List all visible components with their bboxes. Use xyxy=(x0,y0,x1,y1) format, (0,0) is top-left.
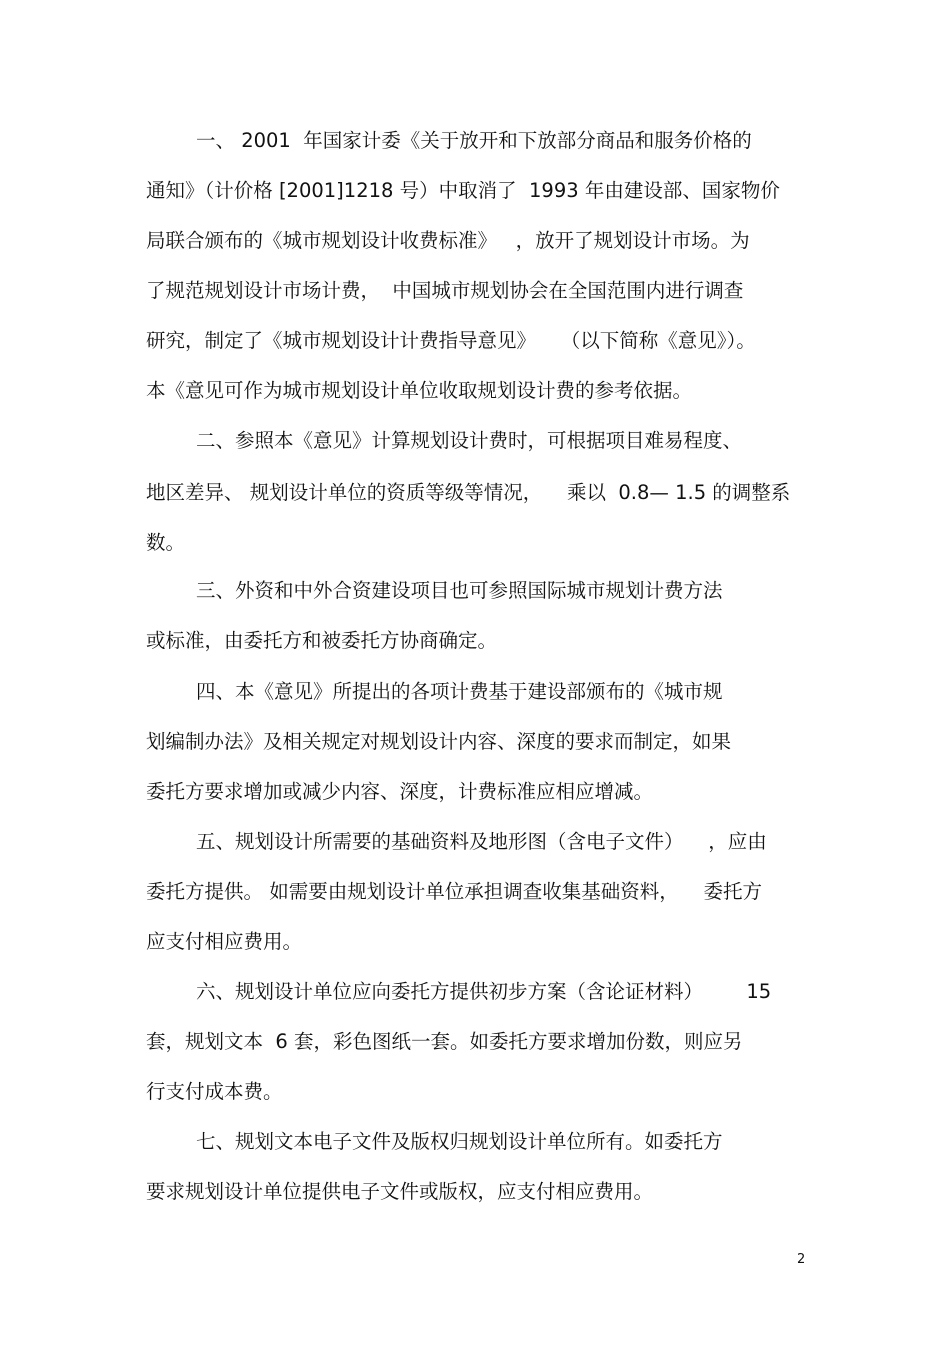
paragraph-line: 三、外资和中外合资建设项目也可参照国际城市规划计费方法 xyxy=(196,579,723,602)
paragraph-line: 划编制办法》及相关规定对规划设计内容、深度的要求而制定，如果 xyxy=(146,730,732,753)
paragraph-line: 数。 xyxy=(146,531,186,554)
paragraph-line: 通知》（计价格 [2001]1218 号）中取消了 1993 年由建设部、国家物价 xyxy=(146,179,780,202)
paragraph-line: 二、参照本《意见》计算规划设计费时，可根据项目难易程度、 xyxy=(196,429,743,452)
paragraph-line: 或标准，由委托方和被委托方协商确定。 xyxy=(146,629,498,652)
paragraph-line: 一、 2001 年国家计委《关于放开和下放部分商品和服务价格的 xyxy=(196,129,752,152)
paragraph-line: 要求规划设计单位提供电子文件或版权，应支付相应费用。 xyxy=(146,1180,654,1203)
paragraph-line: 四、本《意见》所提出的各项计费基于建设部颁布的《城市规 xyxy=(196,680,723,703)
paragraph-line: 局联合颁布的《城市规划设计收费标准》 ，放开了规划设计市场。为 xyxy=(146,229,750,252)
paragraph-line: 委托方要求增加或减少内容、深度，计费标准应相应增减。 xyxy=(146,780,654,803)
paragraph-line: 应支付相应费用。 xyxy=(146,930,303,953)
paragraph-line: 行支付成本费。 xyxy=(146,1080,283,1103)
paragraph-line: 了规范规划设计市场计费， 中国城市规划协会在全国范围内进行调查 xyxy=(146,279,744,302)
paragraph-line: 本《意见可作为城市规划设计单位收取规划设计费的参考依据。 xyxy=(146,379,693,402)
paragraph-line: 地区差异、 规划设计单位的资质等级等情况， 乘以 0.8— 1.5 的调整系 xyxy=(146,481,791,504)
paragraph-line: 委托方提供。 如需要由规划设计单位承担调查收集基础资料， 委托方 xyxy=(146,880,762,903)
paragraph-line: 研究，制定了《城市规划设计计费指导意见》 （以下简称《意见》）。 xyxy=(146,329,756,352)
page-number: 2 xyxy=(797,1252,806,1267)
paragraph-line: 五、规划设计所需要的基础资料及地形图（含电子文件） ，应由 xyxy=(196,830,767,853)
paragraph-line: 七、规划文本电子文件及版权归规划设计单位所有。如委托方 xyxy=(196,1130,723,1153)
paragraph-line: 套，规划文本 6 套，彩色图纸一套。如委托方要求增加份数，则应另 xyxy=(146,1030,743,1053)
paragraph-line: 六、规划设计单位应向委托方提供初步方案（含论证材料） 15 xyxy=(196,980,772,1003)
